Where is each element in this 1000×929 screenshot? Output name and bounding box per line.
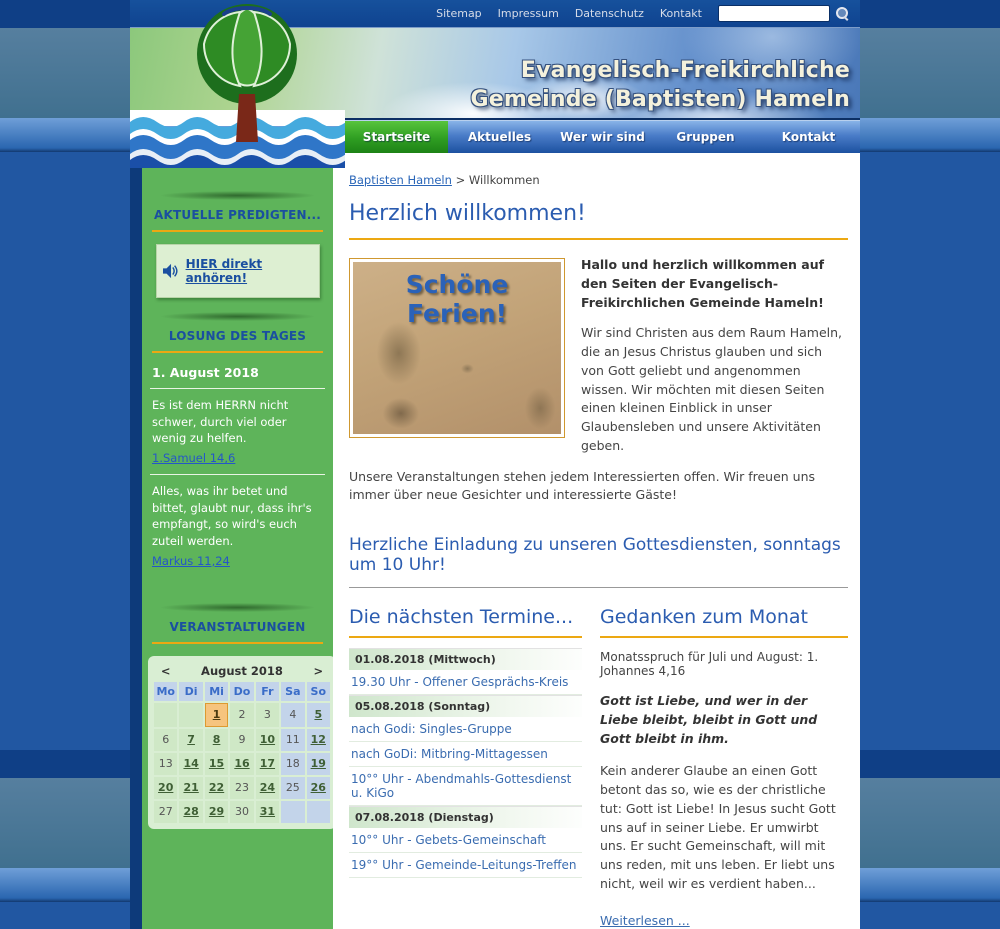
predigten-heading: AKTUELLE PREDIGTEN... bbox=[154, 208, 321, 222]
section-divider bbox=[161, 191, 315, 200]
calendar-week-row bbox=[154, 703, 330, 727]
calendar-day[interactable]: 16 bbox=[230, 753, 253, 775]
calendar-day[interactable]: 10 bbox=[256, 729, 279, 751]
calendar-dayname-fr: Fr bbox=[256, 682, 279, 701]
welcome-paragraph-2: Wir sind Christen aus dem Raum Hameln, die an Jesus Christus glauben und sich von Gott geliebt und angenommen wissen. Wir möchten mit diesen Seiten einen kleinen Einblick in unser Glaubensleben und unsere Aktivitäten geben. bbox=[581, 325, 843, 453]
ferien-image bbox=[349, 258, 565, 438]
calendar-dayname-di: Di bbox=[179, 682, 202, 701]
nav-tab-wer-wir-sind[interactable]: Wer wir sind bbox=[560, 130, 645, 144]
calendar-day[interactable]: 19 bbox=[307, 753, 330, 775]
gray-divider bbox=[349, 587, 848, 588]
listen-link[interactable]: HIER direkt anhören! bbox=[185, 257, 263, 285]
calendar-day[interactable]: 31 bbox=[256, 801, 279, 823]
calendar-day[interactable]: 21 bbox=[179, 777, 202, 799]
calendar-dayname-mi: Mi bbox=[205, 682, 228, 701]
losung-verse1: Es ist dem HERRN nicht schwer, durch viel oder wenig zu helfen. bbox=[152, 398, 289, 446]
nav-tab-kontakt[interactable]: Kontakt bbox=[781, 130, 836, 144]
gedanken-body: Kein anderer Glaube an einen Gott betont das so, wie es der christliche tut: Gott ist Liebe! In Jesus sucht Gott uns auf in seiner Liebe. Er umwirbt uns. Er sucht Gemeinschaft, will mit uns reden, mit uns leben. Er liebt uns nicht, weil wir es verdient haben... bbox=[600, 763, 836, 891]
intro-section bbox=[349, 256, 848, 517]
calendar-title-row bbox=[154, 662, 330, 680]
section-divider bbox=[161, 312, 315, 321]
calendar-day: 18 bbox=[281, 753, 304, 775]
losung-heading: LOSUNG DES TAGES bbox=[168, 329, 307, 343]
calendar-day[interactable]: 20 bbox=[154, 777, 177, 799]
nav-tab-startseite[interactable]: Startseite bbox=[345, 121, 448, 153]
orange-divider bbox=[152, 230, 323, 232]
calendar-day: 13 bbox=[154, 753, 177, 775]
calendar-day[interactable]: 24 bbox=[256, 777, 279, 799]
speaker-icon bbox=[163, 263, 179, 279]
calendar-daynames-row bbox=[154, 682, 330, 701]
calendar-week-row bbox=[154, 801, 330, 823]
calendar-day[interactable]: 22 bbox=[205, 777, 228, 799]
calendar-day: 27 bbox=[154, 801, 177, 823]
calendar-day: 30 bbox=[230, 801, 253, 823]
search-button[interactable] bbox=[835, 6, 850, 21]
calendar-day bbox=[307, 801, 330, 823]
calendar-dayname-do: Do bbox=[230, 682, 253, 701]
white-divider bbox=[150, 388, 325, 389]
gedanken-heading: Gedanken zum Monat bbox=[600, 606, 848, 638]
losung-date: 1. August 2018 bbox=[152, 365, 259, 380]
breadcrumb-current: Willkommen bbox=[468, 173, 540, 187]
calendar-day: 25 bbox=[281, 777, 304, 799]
lower-columns bbox=[349, 598, 848, 929]
content-columns bbox=[130, 153, 860, 929]
topbar-link-sitemap[interactable]: Sitemap bbox=[436, 7, 482, 20]
site-title bbox=[471, 56, 850, 114]
calendar-day: 3 bbox=[256, 703, 279, 727]
calendar-day bbox=[281, 801, 304, 823]
topbar-link-impressum[interactable]: Impressum bbox=[497, 7, 559, 20]
calendar-month-label: August 2018 bbox=[179, 662, 304, 680]
termine-heading: Die nächsten Termine... bbox=[349, 606, 582, 638]
termine-column bbox=[349, 598, 582, 929]
calendar-dayname-mo: Mo bbox=[154, 682, 177, 701]
topbar-links bbox=[436, 7, 702, 20]
gedanken-column bbox=[600, 598, 848, 929]
calendar-day[interactable]: 7 bbox=[179, 729, 202, 751]
site-title-line1: Evangelisch-Freikirchliche bbox=[520, 57, 850, 83]
breadcrumb-home-link[interactable]: Baptisten Hameln bbox=[349, 173, 452, 187]
main-content bbox=[333, 153, 860, 929]
calendar-day-today[interactable]: 1 bbox=[205, 703, 228, 727]
page-container bbox=[130, 0, 860, 928]
nav-tab-aktuelles[interactable]: Aktuelles bbox=[467, 130, 532, 144]
termine-event-link[interactable]: 10°° Uhr - Abendmahls-Gottesdienst u. KiGo bbox=[349, 767, 582, 806]
calendar-day[interactable]: 12 bbox=[307, 729, 330, 751]
section-divider bbox=[161, 603, 315, 612]
veranstaltungen-heading: VERANSTALTUNGEN bbox=[169, 619, 306, 634]
calendar-week-row bbox=[154, 729, 330, 751]
calendar-dayname-sa: Sa bbox=[281, 682, 304, 701]
termine-list bbox=[349, 648, 582, 878]
church-tree-logo bbox=[188, 2, 306, 142]
calendar-day[interactable]: 8 bbox=[205, 729, 228, 751]
breadcrumb-separator: > bbox=[455, 173, 466, 187]
termine-date-header: 07.08.2018 (Dienstag) bbox=[349, 806, 582, 828]
calendar-day bbox=[154, 703, 177, 727]
orange-divider bbox=[152, 351, 323, 353]
page-title: Herzlich willkommen! bbox=[349, 201, 848, 240]
calendar-day: 23 bbox=[230, 777, 253, 799]
ferien-caption: Schöne Ferien! bbox=[405, 270, 509, 328]
monatsspruch-intro: Monatsspruch für Juli und August: 1. Johannes 4,16 bbox=[600, 650, 819, 678]
calendar-day[interactable]: 29 bbox=[205, 801, 228, 823]
white-divider bbox=[150, 474, 325, 475]
losung-verse2: Alles, was ihr betet und bittet, glaubt nur, dass ihr's empfangt, so wird's euch zuteil werden. bbox=[152, 484, 312, 549]
calendar-prev-button[interactable]: < bbox=[154, 662, 177, 680]
calendar-day: 2 bbox=[230, 703, 253, 727]
termine-event-link[interactable]: nach GoDi: Mitbring-Mittagessen bbox=[349, 742, 582, 767]
calendar-day[interactable]: 14 bbox=[179, 753, 202, 775]
monatsspruch-quote: Gott ist Liebe, und wer in der Liebe bleibt, bleibt in Gott und Gott bleibt in ihm. bbox=[600, 693, 818, 746]
calendar-dayname-so: So bbox=[307, 682, 330, 701]
calendar-day[interactable]: 15 bbox=[205, 753, 228, 775]
calendar-day bbox=[179, 703, 202, 727]
weiterlesen-link[interactable]: Weiterlesen ... bbox=[600, 912, 690, 928]
calendar-day: 11 bbox=[281, 729, 304, 751]
calendar-next-button[interactable]: > bbox=[307, 662, 330, 680]
calendar-day[interactable]: 26 bbox=[307, 777, 330, 799]
termine-event-link[interactable]: 19°° Uhr - Gemeinde-Leitungs-Treffen bbox=[349, 853, 582, 878]
termine-date-header: 01.08.2018 (Mittwoch) bbox=[349, 648, 582, 670]
listen-box[interactable] bbox=[156, 244, 320, 298]
termine-event-link[interactable]: 19.30 Uhr - Offener Gesprächs-Kreis bbox=[349, 670, 582, 695]
calendar-day: 9 bbox=[230, 729, 253, 751]
site-title-line2: Gemeinde (Baptisten) Hameln bbox=[470, 86, 850, 112]
calendar-week-row bbox=[154, 753, 330, 775]
losung-ref2-link[interactable]: Markus 11,24 bbox=[152, 553, 230, 568]
main-navigation bbox=[345, 120, 860, 153]
search-input[interactable] bbox=[718, 5, 830, 22]
sidebar bbox=[130, 153, 333, 929]
termine-date-header: 05.08.2018 (Sonntag) bbox=[349, 695, 582, 717]
orange-divider bbox=[152, 642, 323, 644]
calendar-day[interactable]: 17 bbox=[256, 753, 279, 775]
termine-event-link[interactable]: 10°° Uhr - Gebets-Gemeinschaft bbox=[349, 828, 582, 853]
calendar-day: 6 bbox=[154, 729, 177, 751]
events-calendar bbox=[148, 656, 336, 829]
nav-tab-gruppen[interactable]: Gruppen bbox=[676, 130, 735, 144]
calendar-day[interactable]: 5 bbox=[307, 703, 330, 727]
calendar-week-row bbox=[154, 777, 330, 799]
breadcrumb bbox=[349, 173, 848, 187]
search-area bbox=[718, 5, 850, 22]
service-invitation: Herzliche Einladung zu unseren Gottesdiensten, sonntags um 10 Uhr! bbox=[349, 535, 841, 575]
topbar-link-kontakt[interactable]: Kontakt bbox=[659, 7, 702, 20]
calendar-day: 4 bbox=[281, 703, 304, 727]
topbar-link-datenschutz[interactable]: Datenschutz bbox=[574, 7, 644, 20]
losung-ref1-link[interactable]: 1.Samuel 14,6 bbox=[152, 451, 236, 466]
termine-event-link[interactable]: nach Godi: Singles-Gruppe bbox=[349, 717, 582, 742]
sand-photo bbox=[353, 262, 561, 434]
search-icon-handle bbox=[844, 16, 849, 21]
calendar-day[interactable]: 28 bbox=[179, 801, 202, 823]
welcome-paragraph-bold: Hallo und herzlich willkommen auf den Seiten der Evangelisch-Freikirchlichen Gemeinde Hameln! bbox=[581, 257, 825, 310]
welcome-paragraph-3: Unsere Veranstaltungen stehen jedem Interessierten offen. Wir freuen uns immer über neue Gesichter und interessierte Gäste! bbox=[349, 468, 816, 503]
